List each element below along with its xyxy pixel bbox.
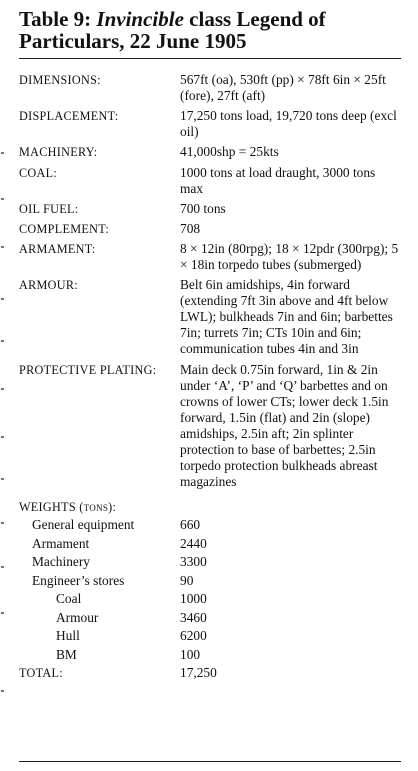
- weight-label: Coal: [56, 591, 82, 606]
- weight-row: [19, 647, 401, 663]
- particulars-list: [19, 59, 401, 490]
- particular-row: [19, 165, 401, 197]
- particular-value: 567ft (oa), 530ft (pp) × 78ft 6in × 25ft (fore), 27ft (aft): [180, 72, 386, 103]
- particular-row: [19, 277, 401, 357]
- weights-section: [19, 499, 401, 682]
- weight-row: [19, 610, 401, 626]
- particular-label: ARMAMENT:: [19, 242, 96, 257]
- weight-row: [19, 628, 401, 644]
- particular-row: [19, 201, 401, 217]
- weight-label: Machinery: [32, 554, 91, 569]
- weight-label: Hull: [56, 628, 80, 643]
- legend-table: [19, 8, 401, 681]
- weight-label: BM: [56, 646, 77, 662]
- particular-row: [19, 221, 401, 237]
- particular-label: COAL:: [19, 165, 58, 180]
- bottom-rule: [19, 761, 401, 762]
- weight-value: 3460: [180, 609, 207, 625]
- particular-value: 41,000shp = 25kts: [180, 144, 279, 160]
- particular-value: 700 tons: [180, 200, 226, 216]
- weight-value: 100: [180, 646, 201, 662]
- weight-row: [19, 517, 401, 533]
- weight-row: [19, 591, 401, 607]
- particular-label: PROTECTIVE PLATING:: [19, 362, 157, 377]
- weight-label: Armour: [56, 609, 99, 625]
- weight-label: Armament: [32, 535, 90, 551]
- weight-value: 6200: [180, 628, 207, 643]
- particular-label: DISPLACEMENT:: [19, 109, 119, 124]
- particular-row: [19, 144, 401, 160]
- particular-row: [19, 72, 401, 104]
- weight-row: [19, 554, 401, 570]
- particular-label: DIMENSIONS:: [19, 73, 101, 87]
- weight-row: [19, 536, 401, 552]
- weight-total-label: TOTAL:: [19, 666, 63, 680]
- weight-value: 90: [180, 572, 194, 588]
- particular-value: 708: [180, 220, 201, 236]
- weight-total-value: 17,250: [180, 665, 217, 680]
- weight-label: Engineer’s stores: [32, 572, 125, 588]
- particular-label: ARMOUR:: [19, 278, 78, 293]
- weight-value: 2440: [180, 535, 207, 551]
- weight-value: 1000: [180, 591, 207, 606]
- particular-value: 17,250 tons load, 19,720 tons deep (excl oil): [180, 108, 397, 140]
- particular-value: 8 × 12in (80rpg); 18 × 12pdr (300rpg); 5 × 18in torpedo tubes (submerged): [180, 241, 399, 273]
- weight-row: [19, 573, 401, 589]
- weight-value: 660: [180, 517, 201, 532]
- title-rest: class Legend of: [183, 7, 326, 31]
- weight-total-row: [19, 665, 401, 681]
- weight-label: General equipment: [32, 517, 135, 532]
- weight-value: 3300: [180, 554, 207, 569]
- particular-label: OIL FUEL:: [19, 201, 79, 216]
- title-prefix: Table 9:: [19, 7, 97, 31]
- particular-label: COMPLEMENT:: [19, 221, 110, 236]
- page-edge-marks: [0, 0, 6, 771]
- particular-label: MACHINERY:: [19, 145, 98, 160]
- title-line-2: Particulars, 22 June 1905: [19, 29, 247, 53]
- title-ship-class: Invincible: [96, 7, 184, 31]
- particular-row: [19, 108, 401, 140]
- particular-value: Belt 6in amidships, 4in forward (extending 7ft 3in above and 4ft below LWL); bulkheads 7in and 6in; barbettes 7in; turrets 7in; CTs 10in and 6in; communication tubes 4in and 3in: [180, 277, 393, 357]
- weights-heading: WEIGHTS (tons):: [19, 499, 117, 514]
- table-title: [19, 8, 401, 52]
- particular-value: Main deck 0.75in forward, 1in & 2in under ‘A’, ‘P’ and ‘Q’ barbettes and on crowns of lower CTs; lower deck 1.5in forward, 1.5in (flat) and 2in (slope) amidships, 2.5in aft; 2in splinter protection to base of barbettes; 2.5in torpedo protection bulkheads abreast magazines: [180, 361, 389, 489]
- particular-row: [19, 362, 401, 490]
- particular-value: 1000 tons at load draught, 3000 tons max: [180, 164, 376, 196]
- particular-row: [19, 241, 401, 273]
